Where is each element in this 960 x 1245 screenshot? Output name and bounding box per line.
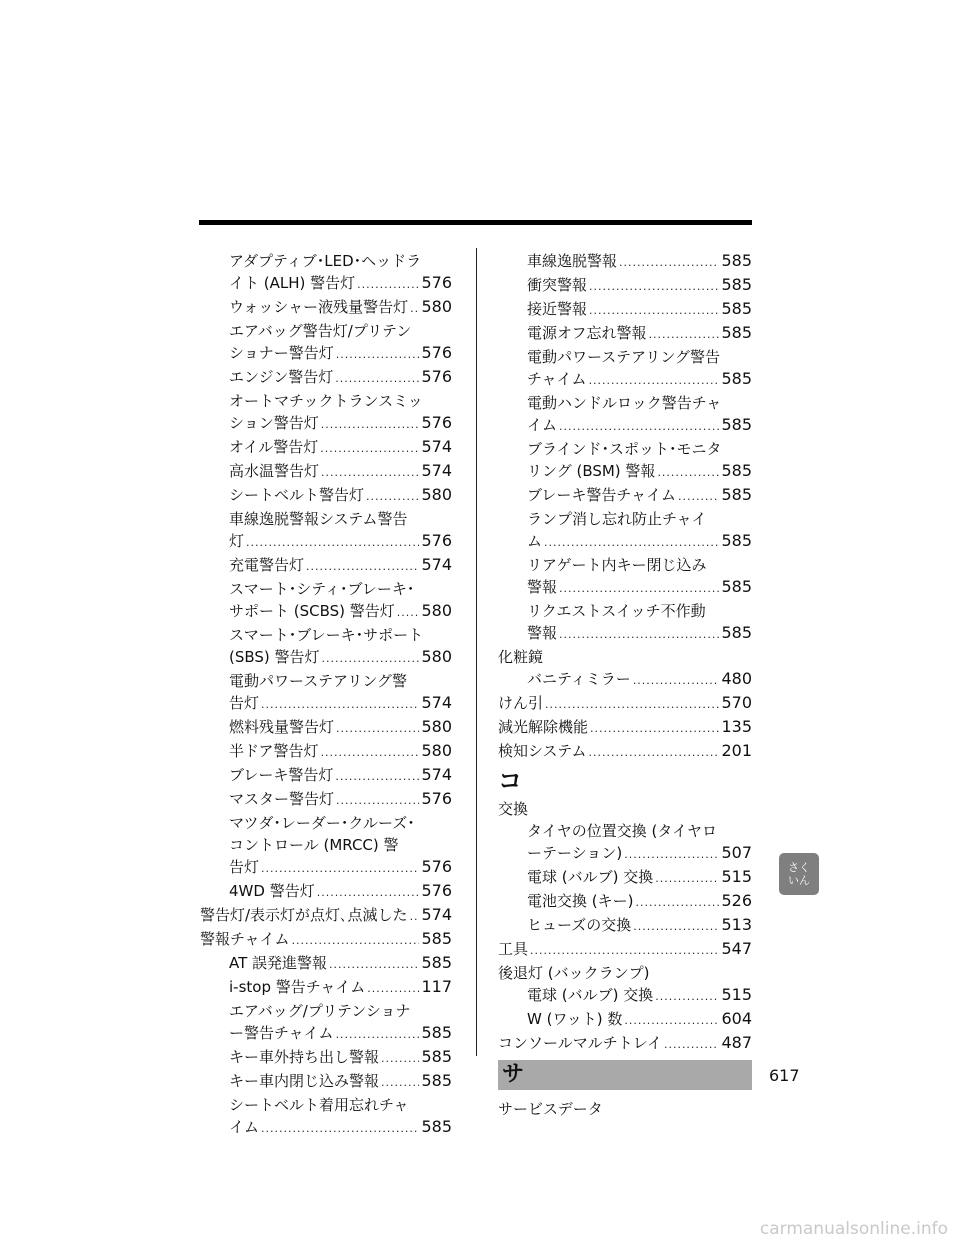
dot-leader xyxy=(246,530,419,554)
dot-leader xyxy=(261,1116,419,1140)
index-entry[interactable] xyxy=(200,320,452,366)
top-rule xyxy=(199,220,752,225)
dot-leader xyxy=(590,716,719,740)
index-entry[interactable] xyxy=(200,764,452,788)
dot-leader xyxy=(317,880,420,904)
index-entry[interactable] xyxy=(200,740,452,764)
index-entry-text: 減光解除機能 xyxy=(498,718,589,736)
index-heading-text: 後退灯 (バックランプ) xyxy=(498,964,650,982)
index-entry-text: (SBS) 警告灯 xyxy=(229,648,320,666)
page-reference[interactable]: 580 xyxy=(421,717,452,736)
page-reference[interactable]: 547 xyxy=(721,939,752,958)
index-entry-text: 半ドア警告灯 xyxy=(229,742,319,760)
index-entry[interactable] xyxy=(498,866,752,890)
page-reference[interactable]: 487 xyxy=(721,1033,752,1052)
dot-leader xyxy=(336,342,420,366)
index-entry[interactable] xyxy=(498,984,752,1008)
index-entry[interactable] xyxy=(498,798,752,820)
index-entry[interactable] xyxy=(200,788,452,812)
page-reference[interactable]: 574 xyxy=(421,437,452,456)
dot-leader xyxy=(261,692,419,716)
page-reference[interactable]: 585 xyxy=(721,299,752,318)
dot-leader xyxy=(559,576,719,600)
index-entry[interactable] xyxy=(498,692,752,716)
page-reference[interactable]: 526 xyxy=(721,891,752,910)
dot-leader xyxy=(335,764,419,788)
index-entry-text: エンジン警告灯 xyxy=(229,368,334,386)
index-entry[interactable] xyxy=(498,938,752,962)
page-reference[interactable]: 574 xyxy=(421,765,452,784)
index-entry-text: スマート･シティ･ブレーキ･ xyxy=(229,580,415,598)
page-reference[interactable]: 576 xyxy=(421,857,452,876)
index-entry-text: ショナー警告灯 xyxy=(229,344,334,362)
page-reference[interactable]: 585 xyxy=(721,461,752,480)
page-reference[interactable]: 201 xyxy=(721,741,752,760)
dot-leader xyxy=(397,600,420,624)
index-entry[interactable] xyxy=(200,296,452,320)
page-reference[interactable]: 574 xyxy=(421,461,452,480)
index-column-left xyxy=(200,250,452,1140)
index-entry[interactable] xyxy=(498,914,752,938)
page-reference[interactable]: 585 xyxy=(421,929,452,948)
index-entry-text: 工具 xyxy=(498,940,529,958)
page-reference[interactable]: 576 xyxy=(421,789,452,808)
index-entry-text: キー車外持ち出し警報 xyxy=(229,1048,380,1066)
index-entry[interactable] xyxy=(200,880,452,904)
dot-leader xyxy=(664,1032,720,1056)
index-entry-text: 電球 (バルブ) 交換 xyxy=(527,868,654,886)
index-entry-text: ー警告チャイム xyxy=(229,1024,334,1042)
index-entry[interactable] xyxy=(498,508,752,554)
index-entry-text: ランプ消し忘れ防止チャイ xyxy=(527,510,707,528)
dot-leader xyxy=(657,460,719,484)
index-entry-text: 警報 xyxy=(527,578,558,596)
index-entry[interactable] xyxy=(498,716,752,740)
index-entry-text: マツダ･レーダー･クルーズ･ xyxy=(229,814,415,832)
index-entry-text: 車線逸脱警報システム警告 xyxy=(229,510,408,528)
index-entry[interactable] xyxy=(200,250,452,296)
page-reference[interactable]: 135 xyxy=(721,717,752,736)
dot-leader xyxy=(619,250,719,274)
page-reference[interactable]: 574 xyxy=(421,555,452,574)
dot-leader xyxy=(261,856,419,880)
dot-leader xyxy=(306,554,419,578)
index-entry-text: 高水温警告灯 xyxy=(229,462,320,480)
page-reference[interactable]: 507 xyxy=(721,843,752,862)
dot-leader xyxy=(366,484,419,508)
index-entry[interactable] xyxy=(498,1032,752,1056)
dot-leader xyxy=(321,412,420,436)
index-entry[interactable] xyxy=(498,554,752,600)
page-reference[interactable]: 580 xyxy=(421,297,452,316)
index-entry-text: 電池交換 (キー) xyxy=(527,892,634,910)
page-reference[interactable]: 576 xyxy=(421,531,452,550)
index-entry-text: 電源オフ忘れ警報 xyxy=(527,324,647,342)
index-entry-text: オイル警告灯 xyxy=(229,438,319,456)
index-entry[interactable] xyxy=(200,716,452,740)
index-entry-text: ブラインド･スポット･モニタ xyxy=(527,440,722,458)
index-entry-text: エアバッグ警告灯/プリテン xyxy=(229,322,412,340)
dot-leader xyxy=(336,1022,420,1046)
index-entry[interactable] xyxy=(200,812,452,880)
index-entry-text: コンソールマルチトレイ xyxy=(498,1034,662,1052)
index-heading-text: 化粧鏡 xyxy=(498,648,544,666)
index-entry-text: 灯 xyxy=(229,532,245,550)
index-entry-text: 検知システム xyxy=(498,742,587,760)
index-entry[interactable] xyxy=(498,740,752,764)
index-entry[interactable] xyxy=(200,390,452,436)
page-reference[interactable]: 576 xyxy=(421,413,452,432)
page-reference[interactable]: 585 xyxy=(721,531,752,550)
index-entry-text: ブレーキ警告チャイム xyxy=(527,486,676,504)
page-reference[interactable]: 604 xyxy=(721,1009,752,1028)
index-entry[interactable] xyxy=(200,952,452,976)
index-entry-text: アダプティブ･LED･ヘッドラ xyxy=(229,252,422,270)
dot-leader xyxy=(633,914,719,938)
page-reference[interactable]: 580 xyxy=(421,485,452,504)
index-heading-text: 交換 xyxy=(498,800,529,818)
index-entry-text: ム xyxy=(527,532,543,550)
index-entry[interactable] xyxy=(200,1094,452,1140)
page-reference[interactable]: 585 xyxy=(721,415,752,434)
index-entry[interactable] xyxy=(498,274,752,298)
dot-leader xyxy=(544,530,719,554)
index-entry-text: ション警告灯 xyxy=(229,414,319,432)
index-entry-text: リアゲート内キー閉じ込み xyxy=(527,556,707,574)
page-reference[interactable]: 585 xyxy=(421,1023,452,1042)
index-entry-text: イト (ALH) 警告灯 xyxy=(229,274,356,292)
dot-leader xyxy=(559,622,719,646)
dot-leader xyxy=(545,692,719,716)
dot-leader xyxy=(367,976,419,1000)
index-entry[interactable] xyxy=(498,890,752,914)
dot-leader xyxy=(624,842,719,866)
index-entry-text: 燃料残量警告灯 xyxy=(229,718,335,736)
page-reference[interactable]: 574 xyxy=(421,905,452,924)
dot-leader xyxy=(322,646,420,670)
dot-leader xyxy=(336,716,419,740)
index-entry-text: バニティミラー xyxy=(527,670,631,688)
index-entry[interactable] xyxy=(200,928,452,952)
page-number: 617 xyxy=(769,1066,800,1085)
index-entry[interactable] xyxy=(498,322,752,346)
index-entry-text: 衝突警報 xyxy=(527,276,588,294)
page-reference[interactable]: 576 xyxy=(421,881,452,900)
index-entry[interactable] xyxy=(498,600,752,646)
dot-leader xyxy=(292,928,420,952)
page-reference[interactable]: 585 xyxy=(421,1071,452,1090)
dot-leader xyxy=(381,1046,419,1070)
index-entry-text: 告灯 xyxy=(229,694,260,712)
index-entry-text: 車線逸脱警報 xyxy=(527,252,618,270)
index-entry-text: シートベルト警告灯 xyxy=(229,486,365,504)
index-heading-text: サービスデータ xyxy=(498,1100,603,1118)
dot-leader xyxy=(320,436,419,460)
index-entry-text: 4WD 警告灯 xyxy=(229,882,315,900)
dot-leader xyxy=(633,668,720,692)
index-entry[interactable] xyxy=(498,484,752,508)
index-entry-text: 告灯 xyxy=(229,858,260,876)
index-entry-text: サポート (SCBS) 警告灯 xyxy=(229,602,395,620)
index-entry[interactable] xyxy=(498,298,752,322)
kana-section-bar: サ xyxy=(498,1060,752,1090)
index-entry[interactable] xyxy=(498,1098,752,1120)
dot-leader xyxy=(589,368,720,392)
dot-leader xyxy=(410,904,420,928)
index-entry-text: キー車内閉じ込み警報 xyxy=(229,1072,380,1090)
page-reference[interactable]: 570 xyxy=(721,693,752,712)
side-tab-line2: いん xyxy=(788,874,810,887)
index-entry-text: ウォッシャー液残量警告灯 xyxy=(229,298,409,316)
index-entry[interactable] xyxy=(200,670,452,716)
index-side-tab[interactable] xyxy=(779,853,819,895)
index-entry-text: けん引 xyxy=(498,694,544,712)
kana-section-heading: コ xyxy=(498,767,522,795)
index-entry[interactable] xyxy=(498,346,752,392)
index-entry[interactable] xyxy=(498,646,752,668)
index-entry[interactable] xyxy=(200,1046,452,1070)
dot-leader xyxy=(381,1070,419,1094)
index-entry-text: マスター警告灯 xyxy=(229,790,335,808)
page-reference[interactable]: 576 xyxy=(421,273,452,292)
index-entry[interactable] xyxy=(200,1000,452,1046)
index-entry-text: ヒューズの交換 xyxy=(527,916,632,934)
index-entry-text: スマート･ブレーキ･サポート xyxy=(229,626,424,644)
page-reference[interactable]: 585 xyxy=(721,485,752,504)
index-entry[interactable] xyxy=(498,820,752,866)
page-reference[interactable]: 513 xyxy=(721,915,752,934)
dot-leader xyxy=(589,740,720,764)
column-divider xyxy=(476,248,477,1056)
page-reference[interactable]: 585 xyxy=(721,369,752,388)
index-entry-text: ーテーション) xyxy=(527,844,623,862)
index-entry-text: リング (BSM) 警報 xyxy=(527,462,656,480)
index-entry-text: オートマチックトランスミッ xyxy=(229,392,423,410)
index-entry[interactable] xyxy=(498,250,752,274)
side-tab-line1: さく xyxy=(788,861,810,874)
index-entry-text: 電動パワーステアリング警告 xyxy=(527,348,721,366)
dot-leader xyxy=(559,414,719,438)
index-entry[interactable] xyxy=(498,1008,752,1032)
page-reference[interactable]: 515 xyxy=(721,985,752,1004)
index-entry-text: 警報 xyxy=(527,624,558,642)
index-entry[interactable] xyxy=(498,962,752,984)
dot-leader xyxy=(329,952,419,976)
page-reference[interactable]: 585 xyxy=(721,323,752,342)
dot-leader xyxy=(649,322,720,346)
page-reference[interactable]: 585 xyxy=(421,953,452,972)
index-entry-text: チャイム xyxy=(527,370,587,388)
index-entry-text: 接近警報 xyxy=(527,300,588,318)
index-entry-text: 電動ハンドルロック警告チャ xyxy=(527,394,722,412)
page-reference[interactable]: 580 xyxy=(421,647,452,666)
index-entry[interactable] xyxy=(498,668,752,692)
dot-leader xyxy=(357,272,419,296)
dot-leader xyxy=(589,274,719,298)
index-entry[interactable] xyxy=(200,484,452,508)
index-entry-text: リクエストスイッチ不作動 xyxy=(527,602,706,620)
page-reference[interactable]: 576 xyxy=(421,343,452,362)
index-entry-text: 警報チャイム xyxy=(200,930,290,948)
page-reference[interactable]: 576 xyxy=(421,367,452,386)
index-entry[interactable] xyxy=(200,460,452,484)
index-entry-text: 電動パワーステアリング警 xyxy=(229,672,408,690)
page-reference[interactable]: 585 xyxy=(421,1047,452,1066)
page-reference[interactable]: 585 xyxy=(721,251,752,270)
dot-leader xyxy=(410,296,419,320)
dot-leader xyxy=(635,890,719,914)
index-entry-text: i-stop 警告チャイム xyxy=(229,978,366,996)
index-entry[interactable] xyxy=(498,392,752,438)
dot-leader xyxy=(624,1008,719,1032)
index-entry[interactable] xyxy=(200,904,452,928)
page-reference[interactable]: 515 xyxy=(721,867,752,886)
page-reference[interactable]: 117 xyxy=(421,977,452,996)
page-reference[interactable]: 574 xyxy=(421,693,452,712)
index-entry-text: シートベルト着用忘れチャ xyxy=(229,1096,409,1114)
index-entry[interactable] xyxy=(200,578,452,624)
index-entry[interactable] xyxy=(200,508,452,554)
index-entry-text: エアバッグ/プリテンショナ xyxy=(229,1002,411,1020)
index-entry[interactable] xyxy=(200,1070,452,1094)
index-entry-text: コントロール (MRCC) 警 xyxy=(229,836,399,854)
index-entry-text: 警告灯/表示灯が点灯､点滅した xyxy=(200,906,408,924)
index-entry-text: イム xyxy=(527,416,558,434)
watermark: carmanualsonline.info xyxy=(759,1219,948,1239)
index-entry-text: 電球 (バルブ) 交換 xyxy=(527,986,654,1004)
index-entry[interactable] xyxy=(200,366,452,390)
dot-leader xyxy=(335,366,419,390)
index-entry-text: ブレーキ警告灯 xyxy=(229,766,334,784)
dot-leader xyxy=(655,866,719,890)
index-column-right xyxy=(498,250,752,1120)
dot-leader xyxy=(530,938,719,962)
index-entry[interactable] xyxy=(200,436,452,460)
page-reference[interactable]: 585 xyxy=(421,1117,452,1136)
dot-leader xyxy=(321,460,419,484)
page-reference[interactable]: 580 xyxy=(421,601,452,620)
dot-leader xyxy=(589,298,719,322)
index-entry[interactable] xyxy=(200,976,452,1000)
page-reference[interactable]: 585 xyxy=(721,577,752,596)
index-entry[interactable] xyxy=(200,624,452,670)
page-reference[interactable]: 585 xyxy=(721,275,752,294)
dot-leader xyxy=(336,788,419,812)
index-entry-text: W (ワット) 数 xyxy=(527,1010,623,1028)
dot-leader xyxy=(321,740,420,764)
dot-leader xyxy=(678,484,720,508)
index-entry[interactable] xyxy=(498,438,752,484)
page-reference[interactable]: 585 xyxy=(721,623,752,642)
dot-leader xyxy=(655,984,719,1008)
index-entry[interactable] xyxy=(200,554,452,578)
page-reference[interactable]: 480 xyxy=(721,669,752,688)
index-entry-text: AT 誤発進警報 xyxy=(229,954,328,972)
page-reference[interactable]: 580 xyxy=(421,741,452,760)
index-entry-text: 充電警告灯 xyxy=(229,556,305,574)
index-entry-text: タイヤの位置交換 (タイヤロ xyxy=(527,822,718,840)
index-entry-text: イム xyxy=(229,1118,260,1136)
